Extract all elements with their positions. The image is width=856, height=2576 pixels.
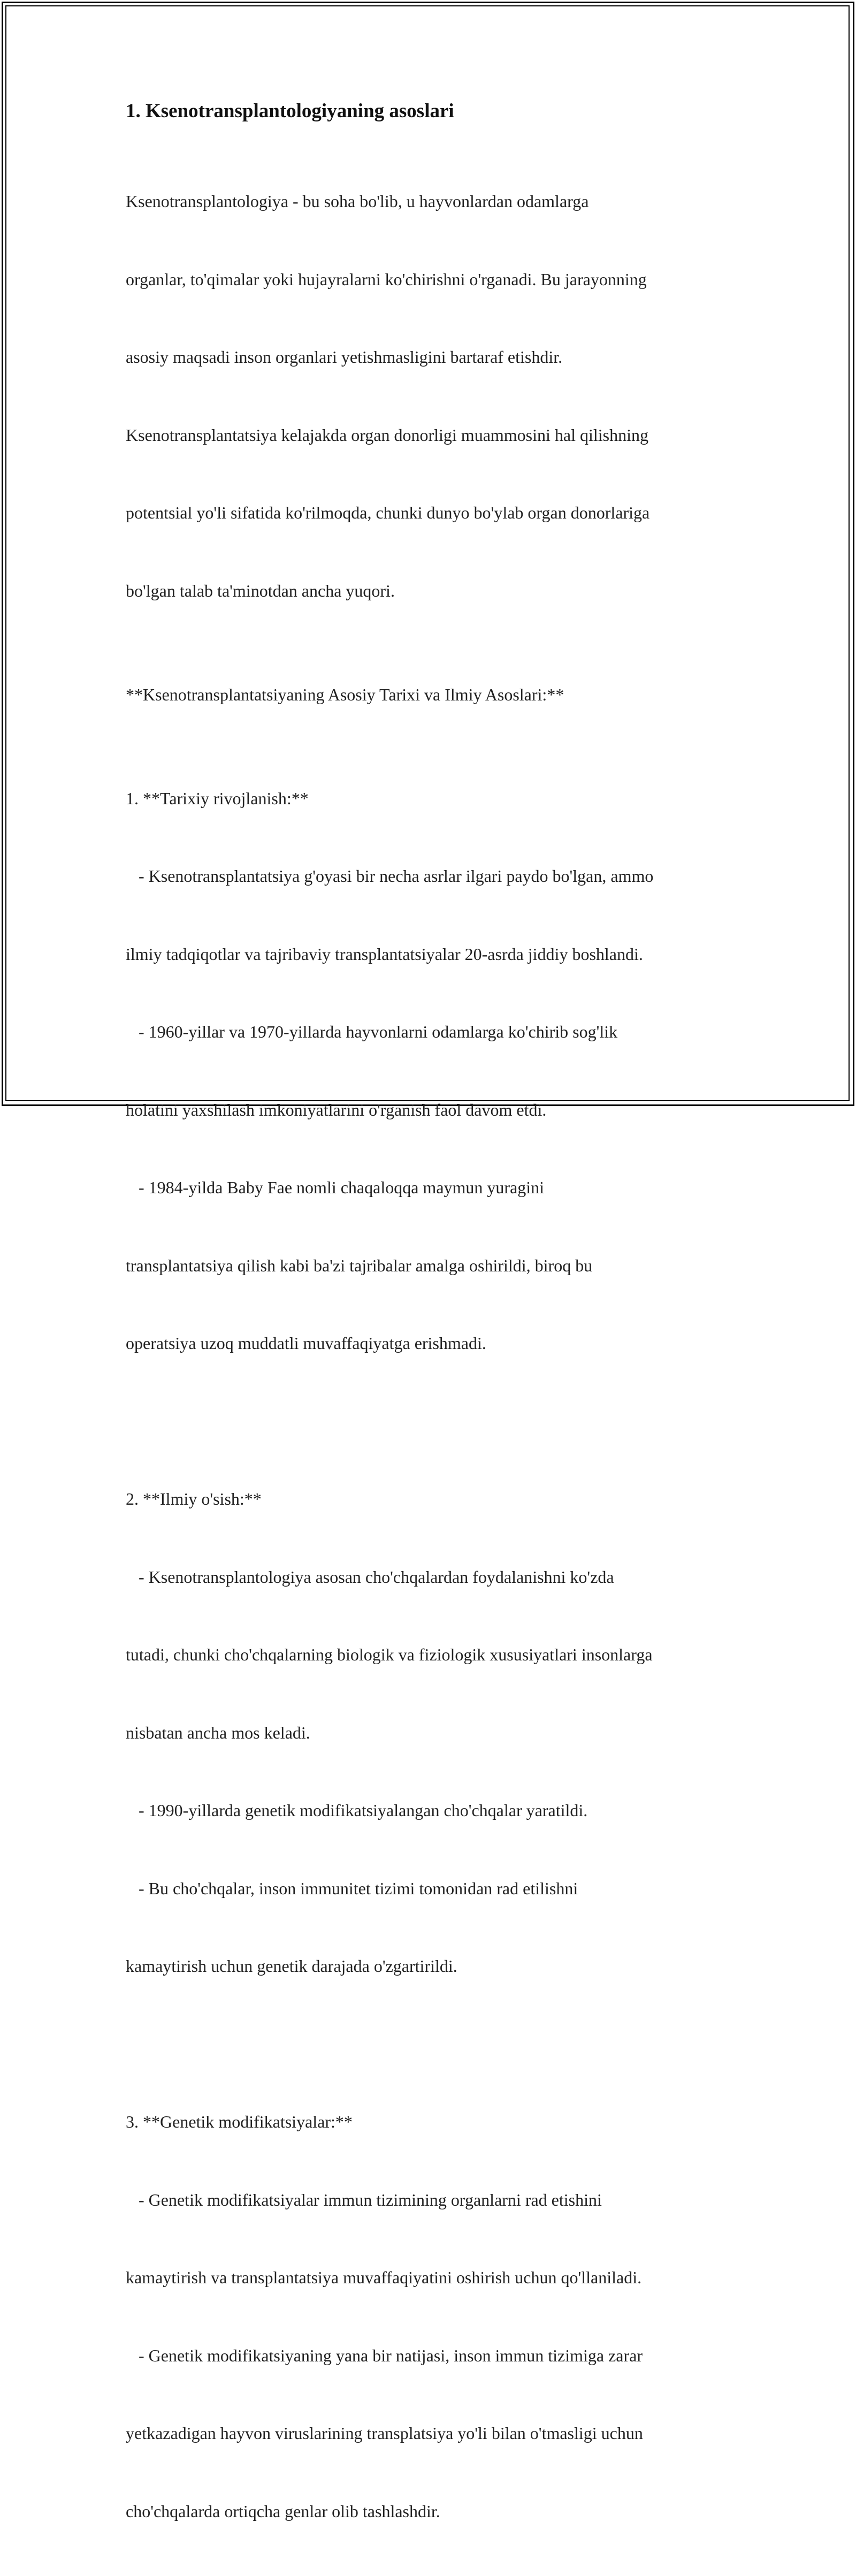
intro-line: asosiy maqsadi inson organlari yetishmasligini bartaraf etishdir. [126,347,563,367]
intro-paragraph [126,136,757,656]
section-line: - Ksenotransplantologiya asosan cho'chqalardan foydalanishni ko'zda [126,1567,614,1587]
intro-line: Ksenotransplantologiya - bu soha bo'lib, u hayvonlardan odamlarga [126,192,589,211]
intro-line: bo'lgan talab ta'minotdan ancha yuqori. [126,581,395,600]
document-heading: 1. Ksenotransplantologiyaning asoslari [126,100,454,122]
section-line: cho'chqalarda ortiqcha genlar olib tashlashdir. [126,2501,440,2521]
intro-line: Ksenotransplantatsiya kelajakda organ donorligi muammosini hal qilishning [126,425,649,445]
section-line: holatini yaxshilash imkoniyatlarini o'rganish faol davom etdi. [126,1100,547,1119]
section-historical [126,734,757,1408]
intro-line: potentsial yo'li sifatida ko'rilmoqda, chunki dunyo bo'ylab organ donorlariga [126,503,650,522]
spacer [126,1408,757,1435]
document-body [126,99,757,2576]
section-heading: 1. **Tarixiy rivojlanish:** [126,788,309,808]
spacer [126,2031,757,2057]
section-line: - 1984-yilda Baby Fae nomli chaqaloqqa maymun yuragini [126,1178,545,1197]
section-line: - Bu cho'chqalar, inson immunitet tizimi tomonidan rad etilishni [126,1878,578,1898]
section-line: yetkazadigan hayvon viruslarining transplatsiya yo'li bilan o'tmasligi uchun [126,2423,643,2443]
section-genetic [126,2057,757,2576]
spacer [126,707,757,734]
section-line: nisbatan ancha mos keladi. [126,1723,310,1742]
section-line: - Ksenotransplantatsiya g'oyasi bir necha asrlar ilgari paydo bo'lgan, ammo [126,866,654,886]
section-line: kamaytirish va transplantatsiya muvaffaqiyatini oshirish uchun qo'llaniladi. [126,2268,642,2287]
section-line: transplantatsiya qilish kabi ba'zi tajribalar amalga oshirildi, biroq bu [126,1255,593,1275]
section-scientific [126,1434,757,2031]
section-line: ilmiy tadqiqotlar va tajribaviy transplantatsiyalar 20-asrda jiddiy boshlandi. [126,944,643,964]
section-line: - Genetik modifikatsiyalar immun tizimining organlarni rad etishini [126,2190,602,2209]
spacer [126,656,757,682]
section-line: kamaytirish uchun genetik darajada o'zgartirildi. [126,1956,457,1976]
intro-line: organlar, to'qimalar yoki hujayralarni ko'chirishni o'rganadi. Bu jarayonning [126,269,647,289]
section-heading: 3. **Genetik modifikatsiyalar:** [126,2112,353,2131]
section-line: tutadi, chunki cho'chqalarning biologik va fiziologik xususiyatlari insonlarga [126,1645,653,1664]
section-line: - Genetik modifikatsiyaning yana bir natijasi, inson immun tizimiga zarar [126,2345,643,2365]
section-heading: 2. **Ilmiy o'sish:** [126,1489,262,1508]
section-title: **Ksenotransplantatsiyaning Asosiy Tarixi va Ilmiy Asoslari:** [126,684,564,704]
section-line: operatsiya uzoq muddatli muvaffaqiyatga erishmadi. [126,1333,486,1353]
section-line: - 1990-yillarda genetik modifikatsiyalangan cho'chqalar yaratildi. [126,1801,588,1820]
section-line: - 1960-yillar va 1970-yillarda hayvonlarni odamlarga ko'chirib sog'lik [126,1022,618,1041]
